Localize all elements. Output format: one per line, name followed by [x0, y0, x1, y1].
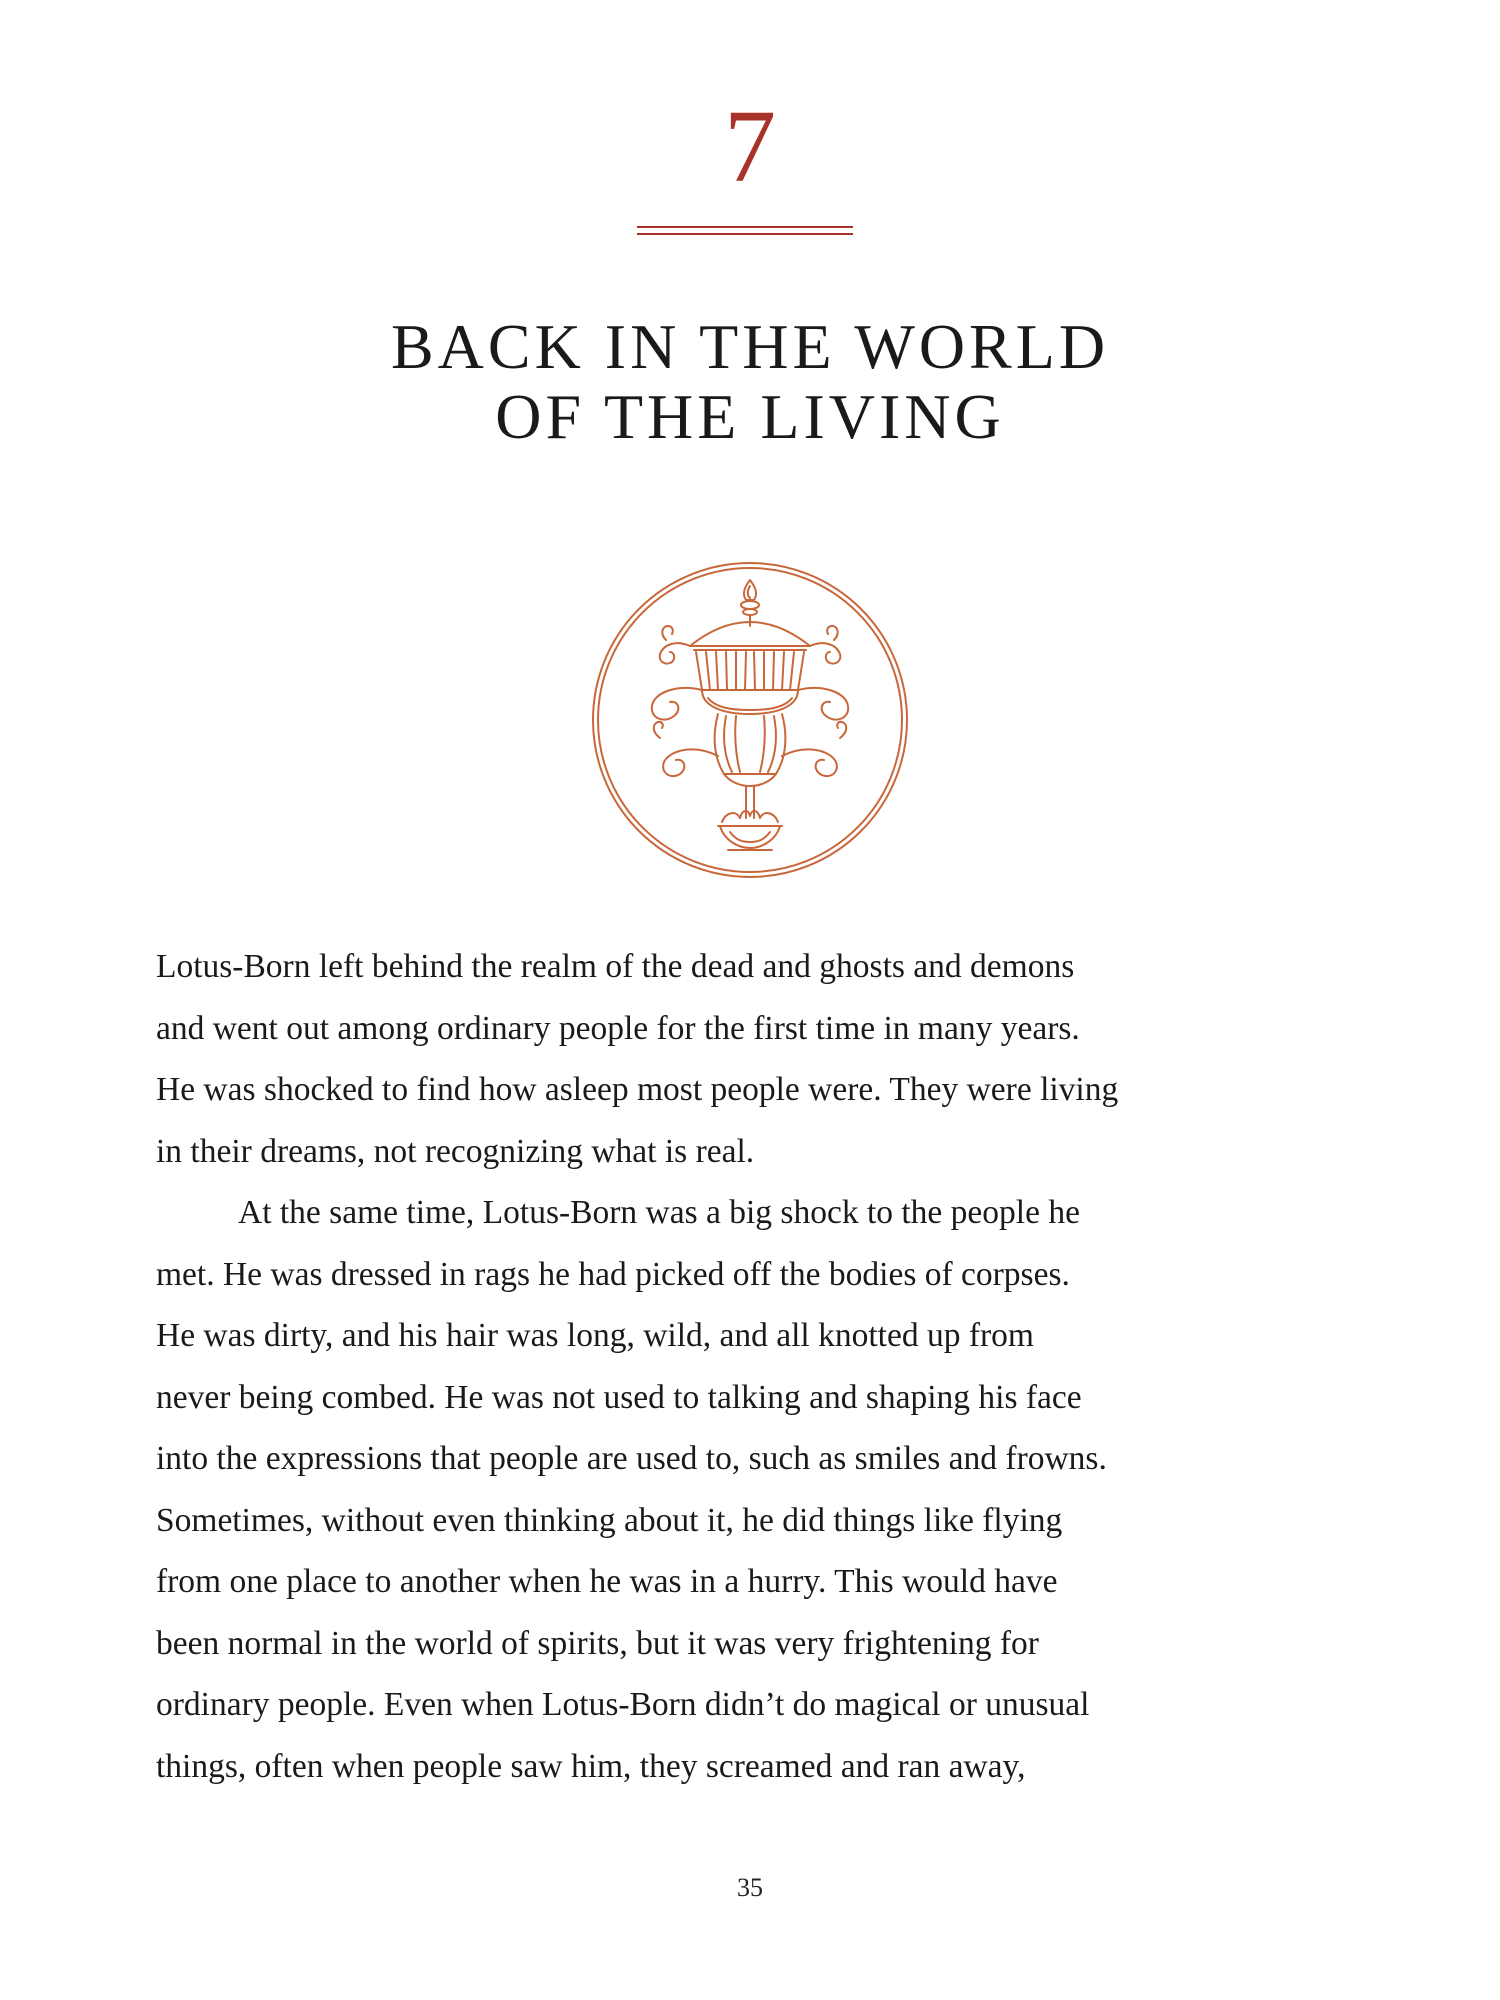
body-line: He was shocked to find how asleep most people were. They were living	[156, 1071, 1119, 1108]
page-number: 35	[737, 1873, 763, 1902]
body-line: met. He was dressed in rags he had picked off the bodies of corpses.	[156, 1255, 1070, 1293]
chapter-number: 7	[724, 89, 776, 204]
parasol-icon	[590, 560, 910, 880]
chapter-title-line-2: OF THE LIVING	[495, 381, 1005, 452]
chapter-title	[0, 312, 1500, 452]
body-line: things, often when people saw him, they screamed and ran away,	[156, 1747, 1026, 1785]
body-line: into the expressions that people are used to, such as smiles and frowns.	[156, 1440, 1107, 1477]
chapter-rule-top	[637, 226, 853, 228]
body-line: Sometimes, without even thinking about it, he did things like flying	[156, 1501, 1063, 1539]
body-line: never being combed. He was not used to talking and shaping his face	[156, 1378, 1082, 1416]
body-line: been normal in the world of spirits, but it was very frightening for	[156, 1624, 1039, 1662]
body-line: in their dreams, not recognizing what is real.	[156, 1132, 755, 1170]
body-line: He was dirty, and his hair was long, wild, and all knotted up from	[156, 1317, 1034, 1354]
body-text	[156, 936, 1356, 1797]
chapter-title-line-1: BACK IN THE WORLD	[390, 311, 1110, 382]
body-line: At the same time, Lotus-Born was a big shock to the people he	[238, 1194, 1080, 1231]
body-line: Lotus-Born left behind the realm of the dead and ghosts and demons	[156, 948, 1075, 985]
body-line: from one place to another when he was in a hurry. This would have	[156, 1563, 1058, 1600]
chapter-rule-bottom	[637, 233, 853, 235]
body-line: ordinary people. Even when Lotus-Born didn’t do magical or unusual	[156, 1686, 1090, 1723]
body-line: and went out among ordinary people for the first time in many years.	[156, 1009, 1080, 1047]
